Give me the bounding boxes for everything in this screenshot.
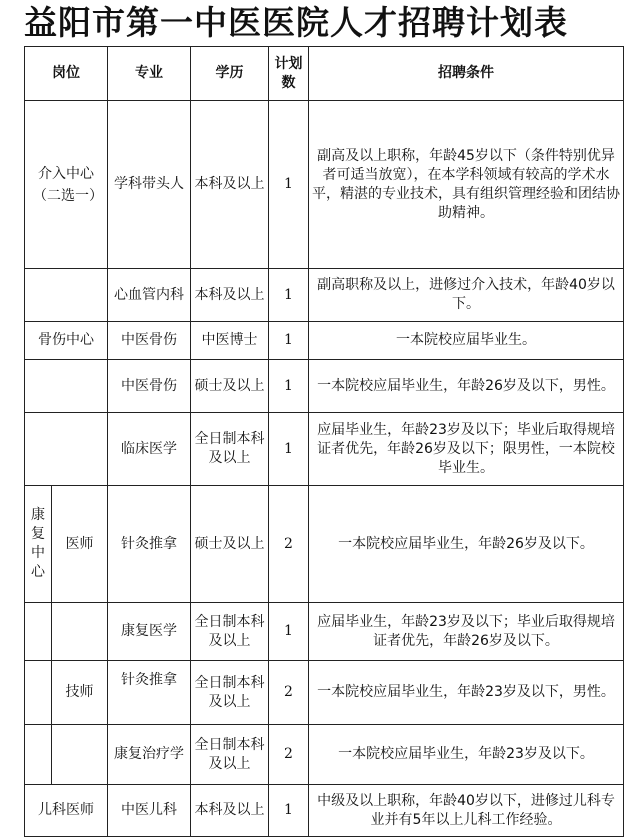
position-cell: 儿科医师 <box>25 785 108 837</box>
subposition-cell <box>52 725 108 785</box>
count-cell: 2 <box>269 725 309 785</box>
header-conditions: 招聘条件 <box>309 47 624 101</box>
table-row <box>25 486 624 603</box>
count-cell: 1 <box>269 322 309 360</box>
education-cell: 全日制本科及以上 <box>191 725 269 785</box>
conditions-cell: 中级及以上职称，年龄40岁以下，进修过儿科专业并有5年以上儿科工作经验。 <box>309 785 624 837</box>
header-plan-count <box>269 47 309 101</box>
major-cell: 学科带头人 <box>108 101 191 269</box>
table-row <box>25 413 624 486</box>
conditions-cell: 应届毕业生，年龄23岁及以下；毕业后取得规培证者优先，年龄26岁及以下；限男性，一本院校毕业生。 <box>309 413 624 486</box>
education-cell: 本科及以上 <box>191 269 269 322</box>
dept-char: 心 <box>31 564 45 580</box>
dept-char: 康 <box>31 507 45 523</box>
education-cell: 本科及以上 <box>191 785 269 837</box>
page-title: 益阳市第一中医医院人才招聘计划表 <box>24 3 568 42</box>
major-cell: 中医骨伤 <box>108 322 191 360</box>
table-row <box>25 785 624 837</box>
education-cell: 硕士及以上 <box>191 360 269 413</box>
education-cell: 硕士及以上 <box>191 486 269 603</box>
major-cell: 康复医学 <box>108 603 191 661</box>
count-cell: 1 <box>269 603 309 661</box>
conditions-cell: 一本院校应届毕业生，年龄26岁及以下。 <box>309 486 624 603</box>
count-cell: 1 <box>269 413 309 486</box>
conditions-cell: 一本院校应届毕业生。 <box>309 322 624 360</box>
table-row <box>25 360 624 413</box>
education-cell: 全日制本科及以上 <box>191 661 269 725</box>
subposition-cell: 医师 <box>52 486 108 603</box>
conditions-cell: 一本院校应届毕业生，年龄26岁及以下，男性。 <box>309 360 624 413</box>
major-cell: 心血管内科 <box>108 269 191 322</box>
position-cell: 骨伤中心 <box>25 322 108 360</box>
position-cell <box>25 413 108 486</box>
table-row <box>25 101 624 269</box>
major-cell: 中医儿科 <box>108 785 191 837</box>
major-cell: 临床医学 <box>108 413 191 486</box>
header-row <box>25 47 624 101</box>
major-cell: 康复治疗学 <box>108 725 191 785</box>
dept-char: 中 <box>31 545 45 561</box>
education-cell: 本科及以上 <box>191 101 269 269</box>
subposition-cell: 技师 <box>52 661 108 725</box>
count-cell: 2 <box>269 486 309 603</box>
conditions-cell: 副高职称及以上，进修过介入技术，年龄40岁以下。 <box>309 269 624 322</box>
count-cell: 1 <box>269 269 309 322</box>
header-plan-line1: 计划 <box>274 55 303 72</box>
count-cell: 1 <box>269 785 309 837</box>
table-row <box>25 269 624 322</box>
dept-cell-kangfu <box>25 486 52 603</box>
education-cell: 全日制本科及以上 <box>191 603 269 661</box>
header-major: 专业 <box>108 47 191 101</box>
conditions-cell: 一本院校应届毕业生，年龄23岁及以下，男性。 <box>309 661 624 725</box>
position-cell <box>25 360 108 413</box>
major-cell: 针灸推拿 <box>108 661 191 725</box>
subposition-cell <box>52 603 108 661</box>
position-cell <box>25 269 108 322</box>
conditions-cell: 副高及以上职称，年龄45岁以下（条件特别优异者可适当放宽），在本学科领域有较高的学术水平，精湛的专业技术，具有组织管理经验和团结协助精神。 <box>309 101 624 269</box>
position-cell: 介入中心（二选一） <box>25 101 108 269</box>
table-row <box>25 603 624 661</box>
dept-cell-empty <box>25 661 52 725</box>
header-plan-line2: 数 <box>281 74 296 91</box>
conditions-cell: 一本院校应届毕业生，年龄23岁及以下。 <box>309 725 624 785</box>
education-cell: 中医博士 <box>191 322 269 360</box>
header-position: 岗位 <box>25 47 108 101</box>
count-cell: 1 <box>269 360 309 413</box>
dept-char: 复 <box>31 526 45 542</box>
header-education: 学历 <box>191 47 269 101</box>
table-row <box>25 725 624 785</box>
recruitment-table <box>24 46 624 837</box>
table-row <box>25 661 624 725</box>
major-cell: 中医骨伤 <box>108 360 191 413</box>
dept-cell-empty <box>25 725 52 785</box>
conditions-cell: 应届毕业生，年龄23岁及以下；毕业后取得规培证者优先，年龄26岁及以下。 <box>309 603 624 661</box>
education-cell: 全日制本科及以上 <box>191 413 269 486</box>
dept-cell-empty <box>25 603 52 661</box>
count-cell: 1 <box>269 101 309 269</box>
table-row <box>25 322 624 360</box>
count-cell: 2 <box>269 661 309 725</box>
major-cell: 针灸推拿 <box>108 486 191 603</box>
